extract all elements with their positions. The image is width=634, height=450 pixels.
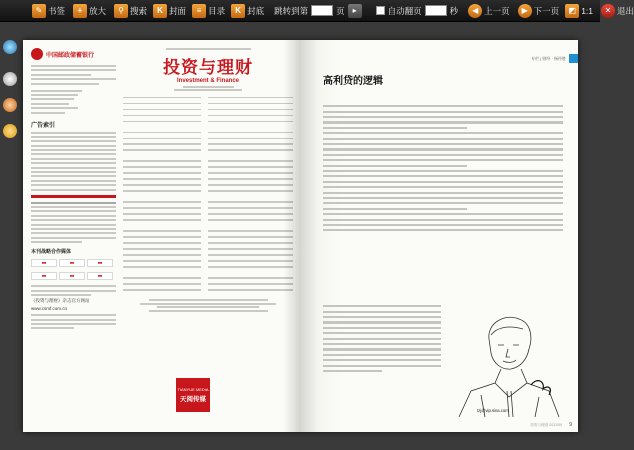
reader-toolbar [0,0,634,22]
next-label: 下一页 [533,5,560,16]
search-icon: ⚲ [114,4,128,18]
next-icon: ▶ [518,4,532,18]
section-tag: 专栏 | 财经 · 杨经胜 [531,56,566,61]
settings-icon[interactable] [3,98,17,112]
staff-list [123,95,293,312]
article-body-bottom [323,302,441,375]
address-block [31,65,116,85]
cover-button[interactable] [153,2,186,20]
masthead-title: 投资与理财 [163,58,253,77]
partner-media-title: 本刊战略合作媒体 [31,249,72,256]
partner-logos [31,257,116,281]
author-email[interactable]: tzj@vip.sina.com [477,408,509,413]
search-button[interactable] [114,2,147,20]
prev-page-button[interactable] [468,2,510,20]
website-title: 《投资与理财》杂志官方网站 [31,298,90,304]
share-icon[interactable] [3,72,17,86]
left-page[interactable] [23,40,301,432]
goto-page-input[interactable] [311,5,333,16]
actual-size-button[interactable] [565,2,593,20]
bank-logo-mark [31,48,43,60]
back-cover-button[interactable] [231,2,264,20]
zoom-in-icon: + [73,4,87,18]
partner-logo: ■■ [87,272,113,280]
exit-icon: ✕ [601,4,615,18]
zoom-label: 放大 [89,5,107,16]
notice-block [31,202,116,244]
next-page-button[interactable] [518,2,560,20]
cover-label: 封面 [169,5,187,16]
partner-logo: ■■ [59,259,85,267]
masthead-issue [123,86,293,91]
section-color-tab [569,54,578,63]
divider [31,195,116,198]
partner-logo: ■■ [31,272,57,280]
bank-logo-text: 中国邮政储蓄银行 [46,52,95,59]
masthead-column [123,48,293,314]
toc-icon: ≡ [192,4,206,18]
article-title: 高利贷的逻辑 [323,76,383,87]
goto-label: 跳转到第 [274,5,309,16]
prev-icon: ◀ [468,4,482,18]
zoom-button[interactable] [73,2,106,20]
masthead-subtitle: Investment & Finance [176,78,239,84]
seconds-label: 秒 [449,5,459,16]
page-number: 9 [569,422,572,428]
exit-button[interactable] [601,2,634,20]
ad-index-title: 广告索引 [31,122,56,129]
auto-flip-checkbox[interactable] [376,6,385,15]
right-page[interactable] [301,40,578,432]
tianyue-media-logo [176,378,210,412]
page-footer: 投资与理财 2011/09 [530,423,562,427]
masthead-top-note [123,48,293,50]
toc-button[interactable] [192,2,225,20]
article-body-top [323,102,563,235]
page-unit-label: 页 [336,5,345,16]
partner-logo: ■■ [59,272,85,280]
bookmark-button[interactable] [32,2,65,20]
ad-index-list [31,132,116,191]
website-url[interactable]: www.csmf.com.cn [31,306,68,312]
actual-size-label: 1:1 [581,5,594,16]
prev-label: 上一页 [484,5,510,16]
partner-logo: ■■ [87,259,113,267]
bookmark-icon: ✎ [32,4,46,18]
exit-label: 退出 [617,5,634,16]
media-logo-top: TIANYUE MEDIA [177,387,209,392]
actual-size-icon: ◩ [565,4,579,18]
search-label: 搜索 [130,5,148,16]
contact-block [31,314,116,329]
left-sidebar-column [31,48,116,332]
info-icon[interactable] [3,124,17,138]
back-cover-label: 封底 [247,5,265,16]
goto-page-group [274,2,364,20]
toc-label: 目录 [208,5,226,16]
columnist-portrait [451,305,561,420]
auto-flip-label: 自动翻页 [387,5,422,16]
issue-info-block [31,90,116,114]
auto-flip-group [372,2,459,20]
cover-icon: K [153,4,167,18]
go-icon[interactable]: ▸ [348,4,362,18]
psbc-logo [31,48,116,60]
subscription-block [31,285,116,296]
partner-logo: ■■ [31,259,57,267]
magazine-spread [23,40,578,432]
bookmark-label: 书签 [48,5,66,16]
thumbnail-icon[interactable] [3,40,17,54]
back-cover-icon: K [231,4,245,18]
auto-flip-seconds-input[interactable] [425,5,447,16]
media-logo-bottom: 天阅传媒 [180,396,206,403]
